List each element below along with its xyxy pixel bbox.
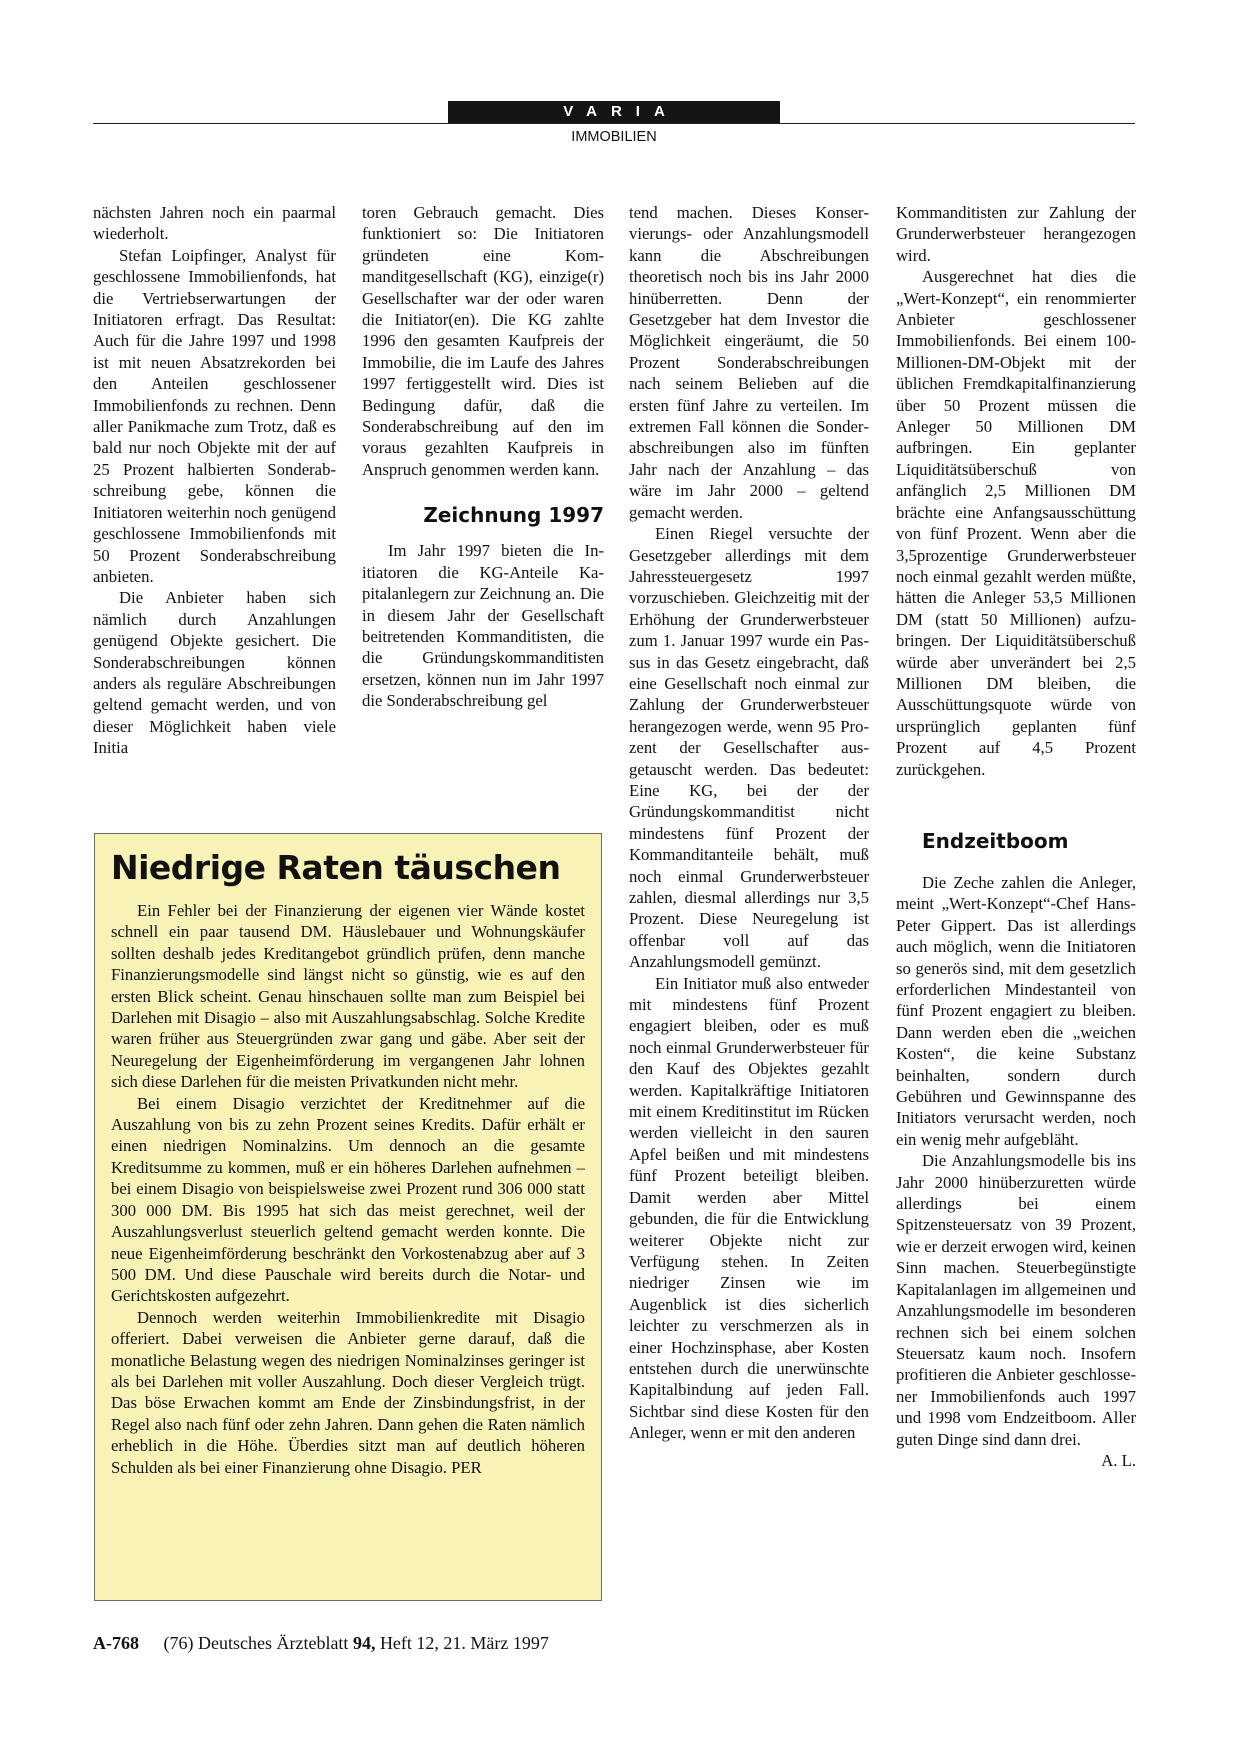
paragraph: tend machen. Dieses Konservierungs- oder Anzahlungsmodell kann die Abschreibungen theoretisch noch bis ins Jahr 2000 hinüberretten. Denn der Gesetzgeber hat dem Investor die Möglichkeit eingeräumt, die 50 Prozent Sonderabschreibungen nach seinem Belieben auf die ersten fünf Jahre zu verteilen. Im extremen Fall können die Sonderabschreibungen also im fünften Jahr nach der Anzahlung – das wäre im Jahr 2000 – geltend gemacht werden. [629, 203, 869, 522]
subsection-label: IMMOBILIEN [571, 129, 657, 145]
info-box [94, 833, 602, 1601]
paragraph: Kommanditisten zur Zahlung der Grunderwerbsteuer herangezogen wird. [896, 203, 1136, 265]
paragraph: Ein Fehler bei der Finanzierung der eigenen vier Wände kostet schnell ein paar tausend DM. Häuslebauer und Wohnungskäufer sollten deshalb jedes Kreditangebot gründlich prüfen, denn manche Finanzierungsmodelle sind längst nicht so günstig, wie es auf den ersten Blick scheint. Genau hinschauen sollte man zum Beispiel bei Darlehen mit Disagio – also mit Auszahlungsabschlag. Solche Kredite waren früher aus Steuergründen zwar gang und gäbe. Aber seit der Neuregelung der Eigenheimförderung im vergangenen Jahr lohnen sich diese Darlehen für die meisten Privatkunden nicht mehr. [111, 901, 585, 1092]
paragraph: nächsten Jahren noch ein paarmal wiederholt. [93, 203, 336, 244]
paragraph: Im Jahr 1997 bieten die Initiatoren die KG-Anteile Kapitalanlegern zur Zeichnung an. Die in diesem Jahr der Gesellschaft beitretenden Kommanditisten, die die Gründungskommanditisten ersetzen, können nun im Jahr 1997 die Sonderabschreibung gel [362, 541, 604, 711]
paragraph: Ein Initiator muß also entweder mit mindestens fünf Prozent engagiert bleiben, oder es muß noch einmal Grunderwerbsteuer für den Kauf des Objektes gezahlt werden. Kapitalkräftige Initiatoren mit einem Kreditinstitut im Rücken werden vielleicht in den sauren Apfel beißen und mit mindestens fünf Prozent beteiligt bleiben. Damit werden aber Mittel gebunden, die für die Entwicklung weiterer Objekte nicht zur Verfügung stehen. In Zeiten niedriger Zinsen wie im Augenblick ist dies sicherlich leichter zu verschmerzen als in einer Hochzinsphase, aber Kosten entstehen durch die unerwünschte Kapitalbindung auf jeden Fall. Sichtbar sind diese Kosten für den Anleger, wenn er mit den anderen [629, 973, 869, 1443]
section-label: VARIA [448, 101, 780, 123]
article-column-4 [896, 202, 1136, 1471]
article-column-2 [362, 202, 604, 712]
paragraph: Ausgerechnet hat dies die „Wert-Konzept“, ein renommierter Anbieter geschlossener Immobilienfonds. Bei einem 100-Millionen-DM-Objekt mit der üblichen Fremdkapitalfinanzierung über 50 Prozent müssen die Anleger 50 Millionen DM aufbringen. Ein geplanter Liquiditätsüberschuß von anfänglich 2,5 Millionen DM brächte eine Anfangsausschüttung von fünf Prozent. Wenn aber die 3,5prozentige Grunderwerbsteuer noch einmal gezahlt werden müßte, hätten die Anleger 53,5 Millionen DM (statt 50 Millionen) aufzubringen. Der Liquiditätsüberschuß würde aber unverändert bei 2,5 Millionen DM bleiben, die Ausschüttungsquote würde von ursprünglich geplanten fünf Prozent auf 4,5 Prozent zurückgehen. [896, 267, 1136, 779]
paragraph: Die Zeche zahlen die Anleger, meint „Wert-Konzept“-Chef Hans-Peter Gippert. Das ist allerdings auch möglich, wenn die Initiatoren so generös sind, mit dem gesetzlich erforderlichen Mindestanteil von fünf Prozent engagiert zu bleiben. Dann werden eben die „weichen Kosten“, die keine Substanz beinhalten, sondern durch Gebühren und Gewinnspanne des Initiators verursacht werden, noch ein wenig mehr aufgebläht. [896, 872, 1136, 1149]
paragraph [896, 1150, 1137, 1470]
article-column-1 [93, 202, 336, 759]
article-column-3 [629, 202, 869, 1444]
paragraph: Bei einem Disagio verzichtet der Kreditnehmer auf die Auszahlung von bis zu zehn Prozent seines Kredits. Dafür erhält er einen niedrigen Nominalzins. Um dennoch an die gesamte Kreditsumme zu kommen, muß er ein höheres Darlehen aufnehmen – bei einem Disagio von beispielsweise zwei Prozent rund 306 000 statt 300 000 DM. Bis 1995 hat sich das meist gerechnet, weil der Auszahlungsverlust steuerlich geltend gemacht werden konnte. Die neue Eigenheimförderung beschränkt den Vorkostenabzug aber auf 3 500 DM. Und diese Pauschale wird bereits durch die Notar- und Gerichtskosten aufgezehrt. [111, 1093, 585, 1306]
paragraph-text: Die Anzahlungsmodelle bis ins Jahr 2000 hinüberzuretten würde allerdings bei einem Spitzensteuersatz von 39 Prozent, wie er derzeit erwogen wird, keinen Sinn machen. Steuerbegünstigte Kapitalanlagen im allgemeinen und Anzahlungsmodelle im besonderen rechnen sich bei einem solchen Steuersatz kaum noch. Insofern profitieren die Anbieter geschlossener Immobilienfonds auch 1997 und 1998 vom Endzeitboom. Aller guten Dinge sind dann drei. [896, 1151, 1137, 1449]
issue-date: Heft 12, 21. März 1997 [379, 1633, 549, 1653]
paragraph: toren Gebrauch gemacht. Dies funktioniert so: Die Initiatoren gründeten eine Kommanditgesellschaft (KG), einzige(r) Gesellschafter war der oder waren die Initiator(en). Die KG zahlte 1996 den gesamten Kaufpreis der Immobilie, die im Laufe des Jahres 1997 fertiggestellt wird. Dies ist Bedingung dafür, daß die Sonderabschreibung auf den im voraus gezahlten Kaufpreis in Anspruch genommen werden kann. [362, 203, 604, 479]
info-box-title: Niedrige Raten täuschen [111, 848, 561, 887]
info-box-body [111, 900, 585, 1478]
header-rule [93, 123, 1135, 124]
journal-name: (76) Deutsches Ärzteblatt [163, 1633, 349, 1653]
subheading-endzeitboom: Endzeitboom [922, 828, 1069, 853]
paragraph: Stefan Loipfinger, Analyst für geschlossene Immobilienfonds, hat die Vertriebserwartungen der Initiatoren erfragt. Das Resultat: Auch für die Jahre 1997 und 1998 ist mit neuen Absatzrekorden bei den Anteilen geschlossener Immobilienfonds zu rechnen. Denn aller Panikmache zum Trotz, daß es bald nur noch Objekte mit der auf 25 Prozent halbierten Sonderabschreibung gebe, können die Initiatoren weiterhin noch genügend geschlossene Immobilienfonds mit 50 Prozent Sonderabschreibung anbieten. [93, 245, 336, 586]
paragraph: Die Anbieter haben sich nämlich durch Anzahlungen genügend Objekte gesichert. Die Sonderabschreibungen können anders als reguläre Abschreibungen geltend gemacht werden, und von dieser Möglichkeit haben viele Initia [93, 588, 336, 758]
page-number: A-768 [93, 1633, 139, 1653]
subheading-zeichnung: Zeichnung 1997 [423, 503, 604, 528]
volume-number: 94, [352, 1633, 376, 1653]
page-footer [93, 1633, 549, 1654]
author-signature: A. L. [1101, 1450, 1136, 1470]
paragraph: Dennoch werden weiterhin Immobilienkredite mit Disagio offeriert. Dabei verweisen die Anbieter gerne darauf, daß die monatliche Belastung wegen des niedrigen Nominalzinses geringer ist als bei Darlehen mit voller Auszahlung. Doch dieser Vergleich trügt. Das böse Erwachen kommt am Ende der Zinsbindungsfrist, in der Regel also nach fünf oder zehn Jahren. Dann gehen die Raten nämlich erheblich in die Höhe. Überdies sitzt man auf deutlich höheren Schulden als bei einer Finanzierung ohne Disagio. PER [111, 1307, 585, 1477]
paragraph: Einen Riegel versuchte der Gesetzgeber allerdings mit dem Jahressteuergesetz 1997 vorzuschieben. Gleichzeitig mit der Erhöhung der Grunderwerbsteuer zum 1. Januar 1997 wurde ein Passus in das Gesetz eingebracht, daß eine Gesellschaft noch einmal zur Zahlung der Grunderwerbsteuer herangezogen werde, wenn 95 Prozent der Gesellschafter ausgetauscht werden. Das bedeutet: Eine KG, bei der der Gründungskommanditist nicht mindestens fünf Prozent der Kommanditanteile behält, muß noch einmal Grunderwerbsteuer zahlen, diesmal allerdings nur 3,5 Prozent. Diese Neuregelung ist offenbar voll auf das Anzahlungsmodell gemünzt. [629, 524, 869, 972]
